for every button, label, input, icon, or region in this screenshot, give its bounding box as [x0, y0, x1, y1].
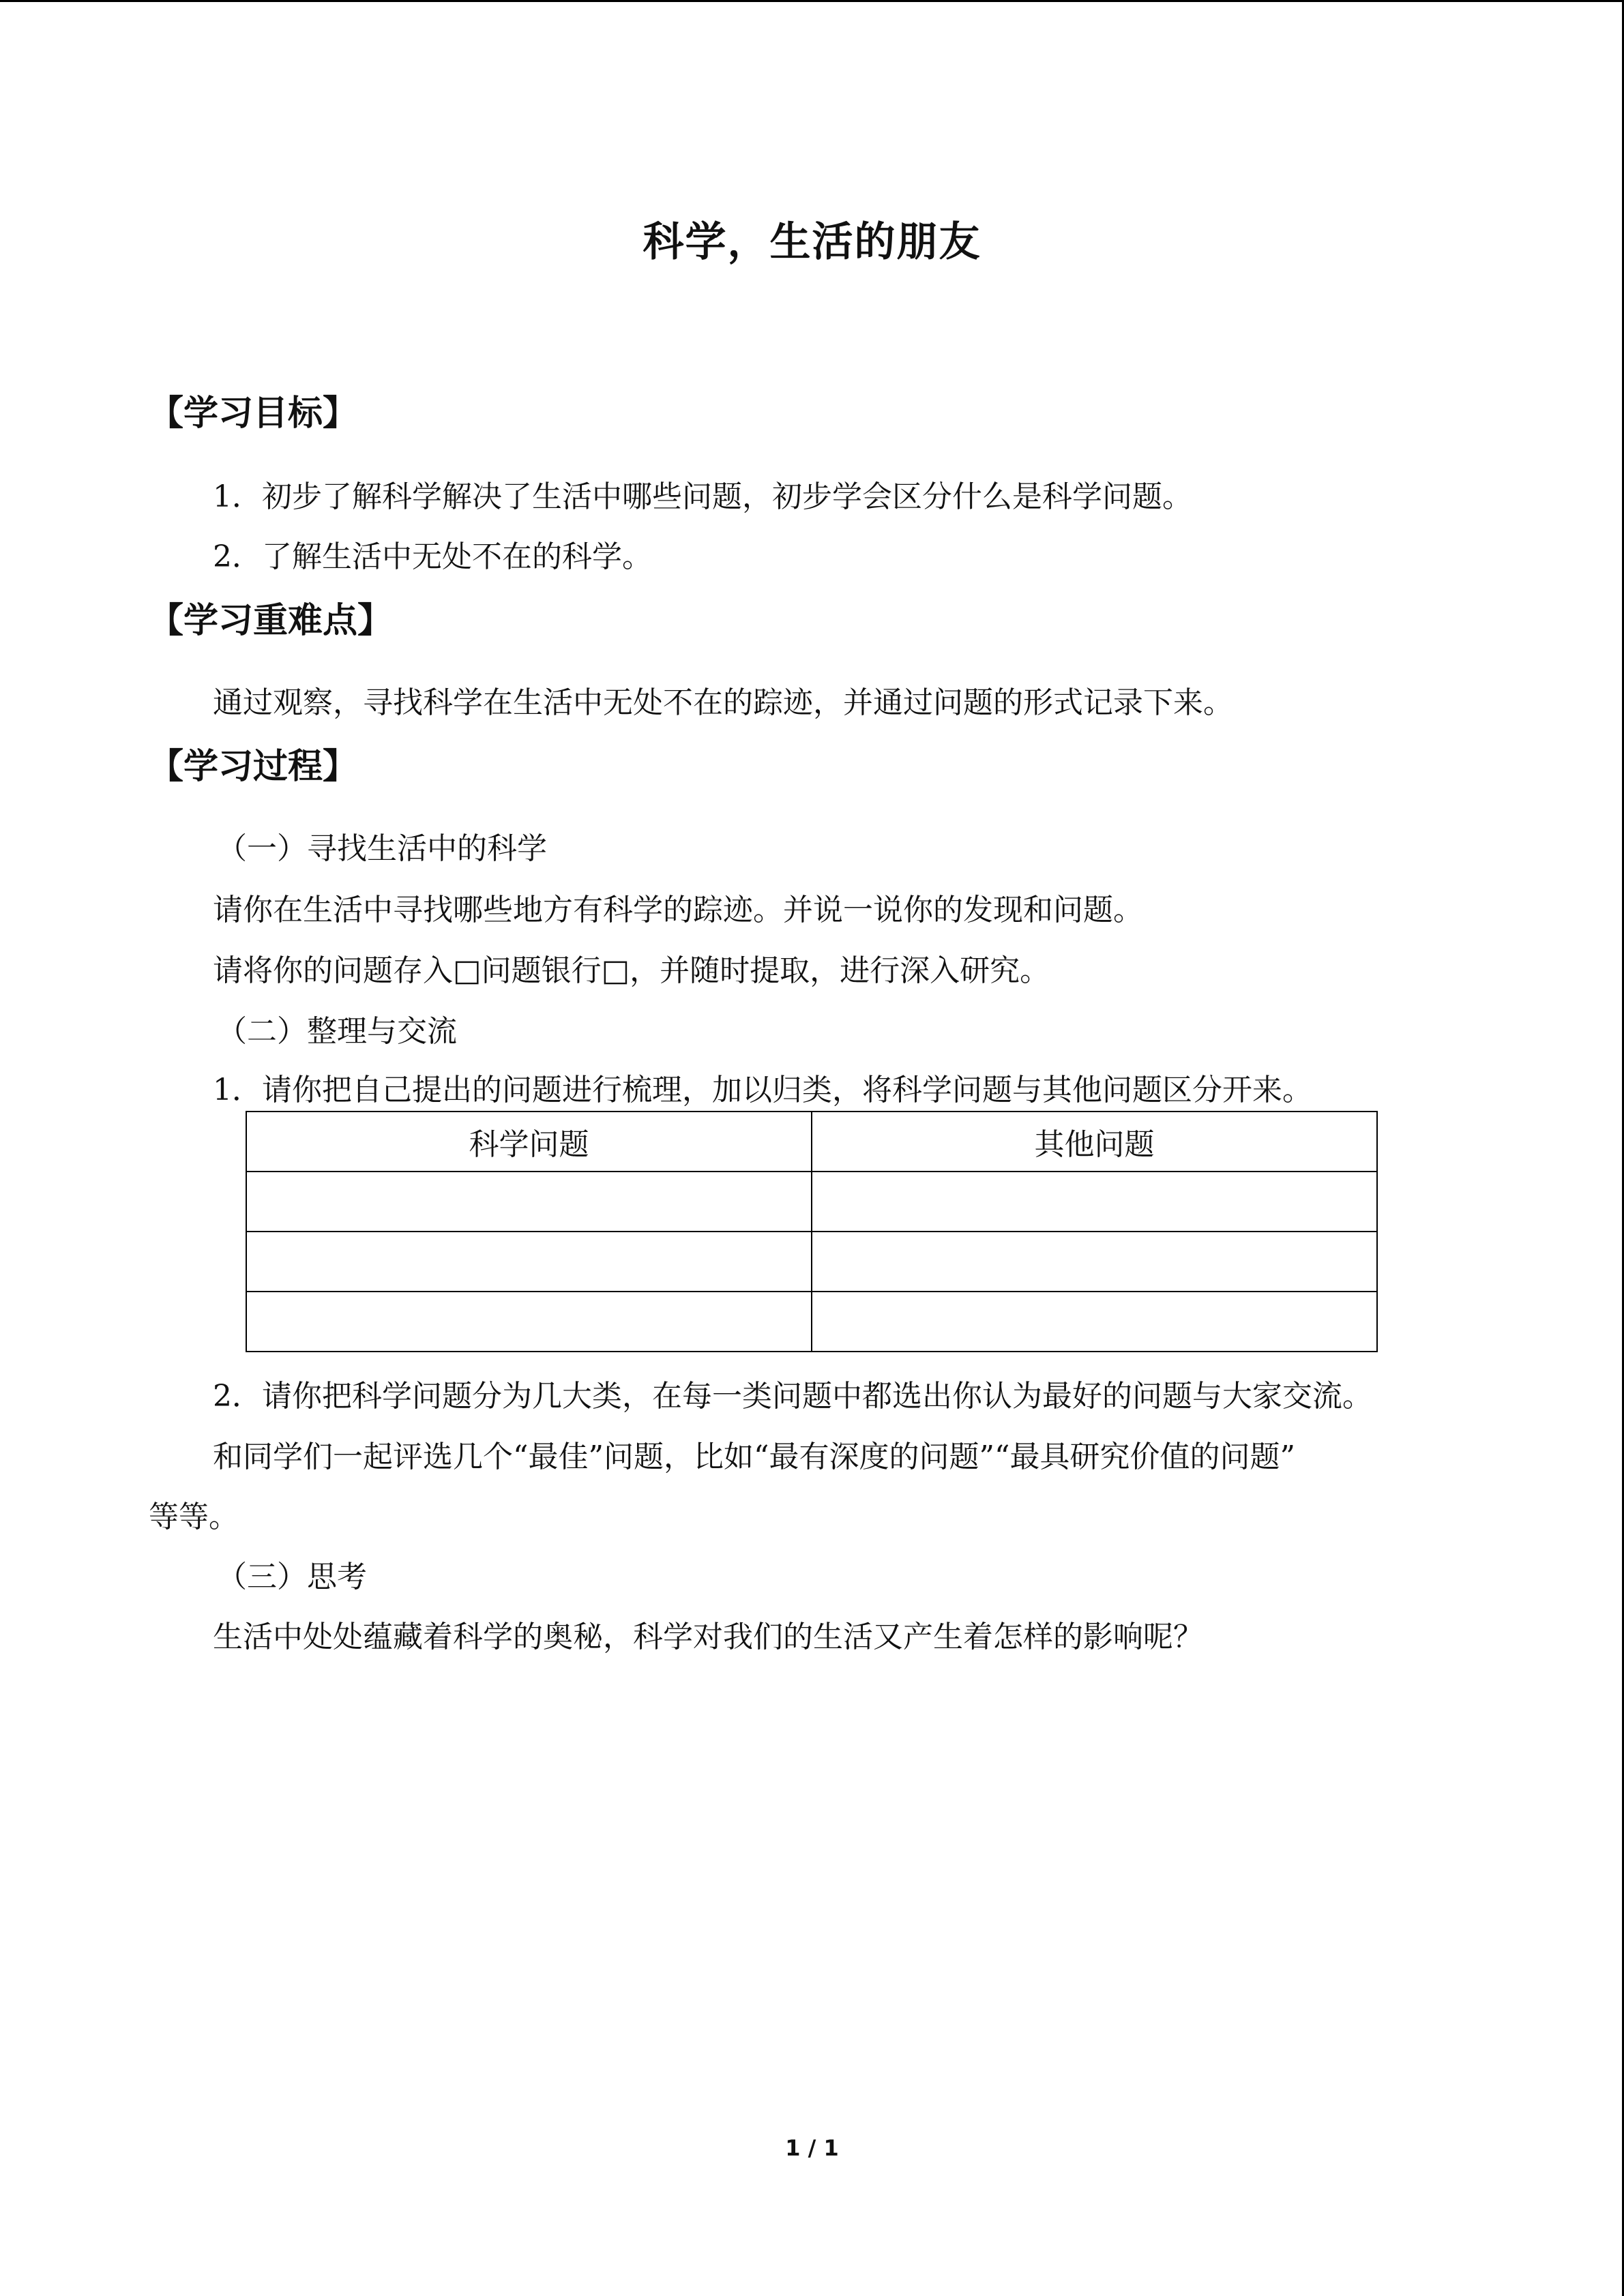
goal-item-2: 2．了解生活中无处不在的科学。: [213, 539, 652, 574]
part1-line-1: 请你在生活中寻找哪些地方有科学的踪迹。并说一说你的发现和问题。: [213, 893, 1143, 927]
table-row: [246, 1232, 1377, 1292]
part2-item-2: 2．请你把科学问题分为几大类，在每一类问题中都选出你认为最好的问题与大家交流。: [213, 1379, 1372, 1414]
part2-paragraph-line-1: 和同学们一起评选几个“最佳”问题，比如“最有深度的问题”“最具研究价值的问题”: [213, 1440, 1295, 1474]
table-cell: [812, 1172, 1377, 1232]
page-title: 科学，生活的朋友: [643, 218, 981, 266]
goal-item-1: 1．初步了解科学解决了生活中哪些问题，初步学会区分什么是科学问题。: [213, 479, 1192, 514]
part3-heading: （三）思考: [217, 1560, 367, 1594]
part2-item-1: 1．请你把自己提出的问题进行梳理，加以归类，将科学问题与其他问题区分开来。: [213, 1073, 1312, 1107]
keypoints-text: 通过观察，寻找科学在生活中无处不在的踪迹，并通过问题的形式记录下来。: [213, 685, 1233, 720]
question-table: [246, 1111, 1378, 1352]
section-heading-process: 【学习过程】: [149, 747, 358, 787]
part2-paragraph-line-2: 等等。: [149, 1500, 239, 1534]
part1-heading: （一）寻找生活中的科学: [217, 831, 547, 866]
part3-text: 生活中处处蕴藏着科学的奥秘，科学对我们的生活又产生着怎样的影响呢？: [213, 1620, 1203, 1654]
part1-line-2: 请将你的问题存入□问题银行□，并随时提取，进行深入研究。: [213, 953, 1050, 988]
table-row: [246, 1292, 1377, 1352]
table-header-other: 其他问题: [812, 1112, 1377, 1172]
part2-heading: （二）整理与交流: [217, 1014, 457, 1049]
table-cell: [812, 1292, 1377, 1352]
table-cell: [246, 1232, 812, 1292]
table-cell: [246, 1292, 812, 1352]
section-heading-goals: 【学习目标】: [149, 393, 358, 434]
table-header-row: [246, 1112, 1377, 1172]
table-header-science: 科学问题: [246, 1112, 812, 1172]
table-row: [246, 1172, 1377, 1232]
table-cell: [246, 1172, 812, 1232]
page-number: 1 / 1: [785, 2135, 839, 2161]
table-cell: [812, 1232, 1377, 1292]
section-heading-keypoints: 【学习重难点】: [149, 601, 393, 641]
